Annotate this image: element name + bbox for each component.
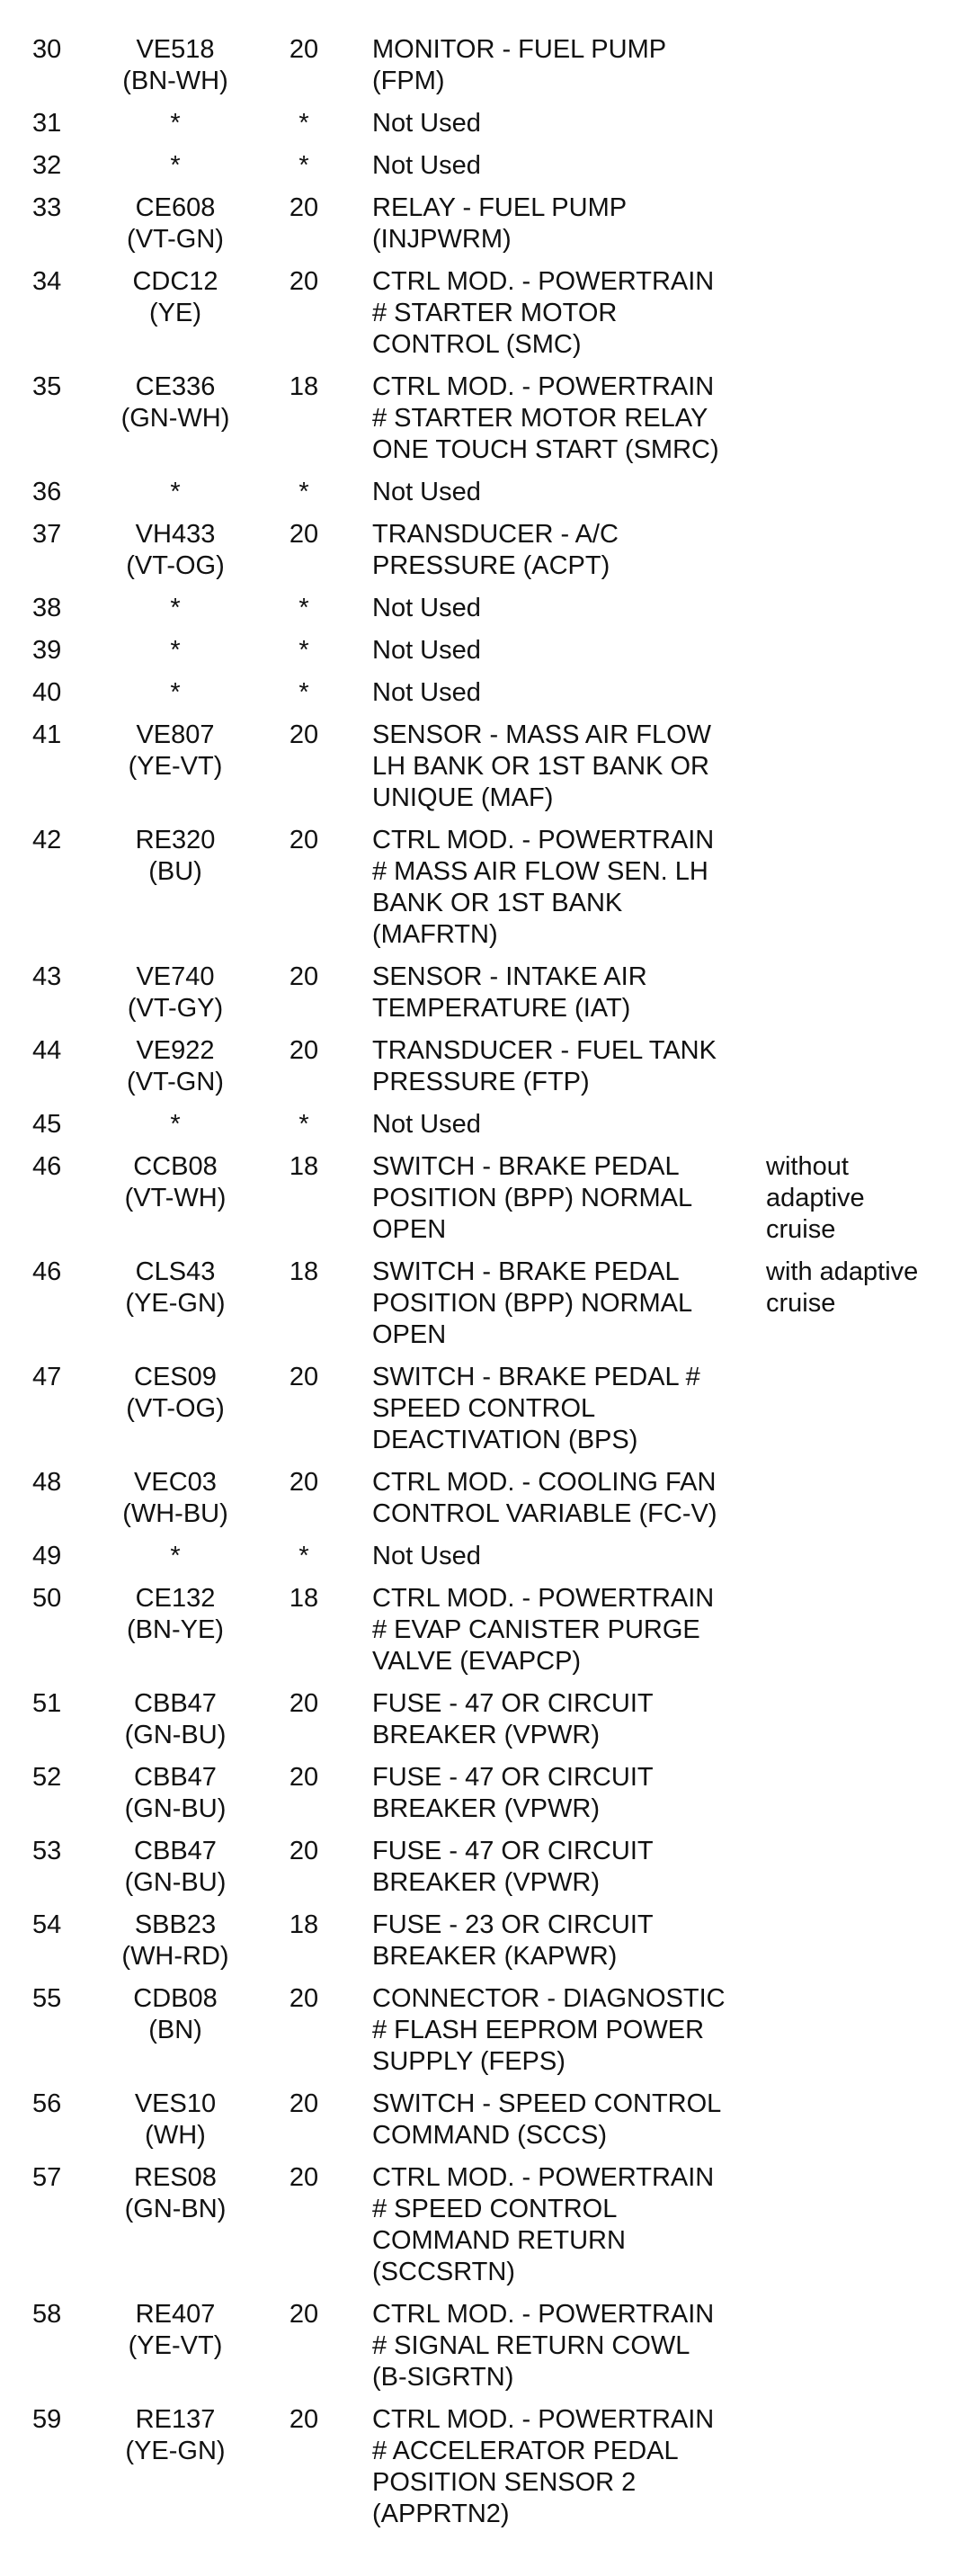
table-row: [0, 1151, 953, 1257]
table-row: [0, 34, 953, 108]
circuit-description: SWITCH - BRAKE PEDAL POSITION (BPP) NORMAL OPEN: [372, 1152, 693, 1244]
wire-gauge: 18: [289, 1910, 319, 1939]
wire-gauge: *: [298, 636, 309, 665]
pin-number: 44: [32, 1036, 62, 1065]
pin-number: 59: [32, 2405, 62, 2434]
circuit-description: FUSE - 47 OR CIRCUIT BREAKER (VPWR): [372, 1689, 654, 1749]
wire-gauge: 18: [289, 1584, 319, 1613]
circuit-description: Not Used: [372, 151, 481, 180]
pin-number: 55: [32, 1984, 62, 2013]
pin-number: 42: [32, 826, 62, 854]
circuit-code: CE336 (GN-WH): [120, 372, 230, 433]
circuit-description: Not Used: [372, 109, 481, 138]
wire-gauge: 20: [289, 1689, 319, 1718]
circuit-code: *: [170, 151, 181, 180]
table-row: [0, 1362, 953, 1467]
circuit-code: *: [170, 1110, 181, 1139]
pin-number: 43: [32, 962, 62, 991]
circuit-note: without adaptive cruise: [766, 1152, 865, 1244]
pin-number: 56: [32, 2089, 62, 2118]
circuit-code: CDC12 (YE): [132, 267, 218, 327]
table-row: [0, 2162, 953, 2299]
circuit-code: VES10 (WH): [134, 2089, 217, 2150]
pin-number: 30: [32, 35, 62, 64]
wire-gauge: 18: [289, 1152, 319, 1181]
table-row: [0, 1257, 953, 1362]
wire-gauge: 20: [289, 1763, 319, 1792]
circuit-code: CLS43 (YE-GN): [125, 1257, 226, 1318]
circuit-description: RELAY - FUEL PUMP (INJPWRM): [372, 193, 628, 254]
wire-gauge: *: [298, 678, 309, 707]
wire-gauge: 18: [289, 372, 319, 401]
wire-gauge: 20: [289, 2405, 319, 2434]
circuit-code: CE608 (VT-GN): [127, 193, 224, 254]
pin-number: 57: [32, 2163, 62, 2192]
pin-number: 46: [32, 1257, 62, 1286]
circuit-description: Not Used: [372, 636, 481, 665]
circuit-code: CE132 (BN-YE): [127, 1584, 224, 1644]
circuit-code: CDB08 (BN): [133, 1984, 218, 2044]
table-row: [0, 593, 953, 635]
table-row: [0, 2299, 953, 2404]
wire-gauge: *: [298, 109, 309, 138]
circuit-description: SENSOR - MASS AIR FLOW LH BANK OR 1ST BANK OR UNIQUE (MAF): [372, 720, 712, 812]
wire-gauge: 20: [289, 2300, 319, 2329]
circuit-code: VH433 (VT-OG): [126, 520, 225, 580]
table-row: [0, 1467, 953, 1541]
circuit-description: CTRL MOD. - POWERTRAIN # STARTER MOTOR CONTROL (SMC): [372, 267, 715, 359]
pin-number: 32: [32, 151, 62, 180]
circuit-code: VE807 (YE-VT): [128, 720, 223, 781]
wire-gauge: 20: [289, 1468, 319, 1497]
pin-number: 51: [32, 1689, 62, 1718]
wire-gauge: 20: [289, 520, 319, 549]
table-row: [0, 1762, 953, 1836]
circuit-code: RES08 (GN-BN): [124, 2163, 227, 2223]
circuit-description: MONITOR - FUEL PUMP (FPM): [372, 35, 667, 95]
table-row: [0, 1583, 953, 1688]
table-row: [0, 1035, 953, 1109]
circuit-code: RE407 (YE-VT): [128, 2300, 223, 2360]
wire-gauge: 20: [289, 720, 319, 749]
circuit-code: CBB47 (GN-BU): [124, 1763, 227, 1823]
circuit-code: *: [170, 478, 181, 506]
table-row: [0, 192, 953, 266]
wire-gauge: 20: [289, 2089, 319, 2118]
pin-number: 58: [32, 2300, 62, 2329]
table-row: [0, 519, 953, 593]
table-row: [0, 1541, 953, 1583]
circuit-description: CTRL MOD. - POWERTRAIN # SPEED CONTROL COMMAND RETURN (SCCSRTN): [372, 2163, 715, 2286]
wire-gauge: 20: [289, 267, 319, 296]
wire-gauge: *: [298, 1110, 309, 1139]
circuit-code: VEC03 (WH-BU): [122, 1468, 228, 1528]
circuit-code: VE518 (BN-WH): [122, 35, 228, 95]
table-row: [0, 371, 953, 477]
circuit-description: FUSE - 47 OR CIRCUIT BREAKER (VPWR): [372, 1837, 654, 1897]
circuit-description: CTRL MOD. - POWERTRAIN # STARTER MOTOR RELAY ONE TOUCH START (SMRC): [372, 372, 719, 464]
table-row: [0, 1109, 953, 1151]
wire-gauge: 20: [289, 193, 319, 222]
pin-number: 39: [32, 636, 62, 665]
pin-number: 45: [32, 1110, 62, 1139]
pin-number: 36: [32, 478, 62, 506]
table-row: [0, 962, 953, 1035]
circuit-description: SWITCH - SPEED CONTROL COMMAND (SCCS): [372, 2089, 722, 2150]
pin-number: 38: [32, 594, 62, 622]
wire-gauge: 20: [289, 1363, 319, 1391]
circuit-code: RE137 (YE-GN): [125, 2405, 226, 2465]
table-row: [0, 2404, 953, 2541]
table-row: [0, 635, 953, 677]
pin-number: 37: [32, 520, 62, 549]
circuit-description: SWITCH - BRAKE PEDAL # SPEED CONTROL DEACTIVATION (BPS): [372, 1363, 700, 1454]
circuit-description: Not Used: [372, 478, 481, 506]
wire-gauge: *: [298, 1542, 309, 1570]
wire-gauge: 18: [289, 1257, 319, 1286]
circuit-description: Not Used: [372, 594, 481, 622]
table-row: [0, 1688, 953, 1762]
circuit-description: CTRL MOD. - COOLING FAN CONTROL VARIABLE (FC-V): [372, 1468, 717, 1528]
circuit-description: Not Used: [372, 1542, 481, 1570]
circuit-description: FUSE - 47 OR CIRCUIT BREAKER (VPWR): [372, 1763, 654, 1823]
table-row: [0, 150, 953, 192]
wire-gauge: 20: [289, 1837, 319, 1865]
circuit-description: FUSE - 23 OR CIRCUIT BREAKER (KAPWR): [372, 1910, 654, 1971]
circuit-code: *: [170, 678, 181, 707]
circuit-description: CTRL MOD. - POWERTRAIN # EVAP CANISTER PURGE VALVE (EVAPCP): [372, 1584, 715, 1676]
pin-number: 40: [32, 678, 62, 707]
wire-gauge: 20: [289, 826, 319, 854]
circuit-code: CES09 (VT-OG): [126, 1363, 225, 1423]
circuit-note: with adaptive cruise: [766, 1257, 919, 1318]
table-row: [0, 825, 953, 962]
circuit-description: CTRL MOD. - POWERTRAIN # MASS AIR FLOW SEN. LH BANK OR 1ST BANK (MAFRTN): [372, 826, 715, 949]
circuit-description: Not Used: [372, 678, 481, 707]
circuit-description: CTRL MOD. - POWERTRAIN # SIGNAL RETURN COWL (B-SIGRTN): [372, 2300, 715, 2392]
table-row: [0, 477, 953, 519]
circuit-code: VE740 (VT-GY): [127, 962, 224, 1023]
circuit-code: CBB47 (GN-BU): [124, 1837, 227, 1897]
table-row: [0, 1836, 953, 1910]
circuit-description: Not Used: [372, 1110, 481, 1139]
circuit-description: TRANSDUCER - FUEL TANK PRESSURE (FTP): [372, 1036, 717, 1096]
circuit-code: *: [170, 636, 181, 665]
table-row: [0, 108, 953, 150]
wire-gauge: 20: [289, 2163, 319, 2192]
wire-gauge: *: [298, 478, 309, 506]
wire-gauge: 20: [289, 962, 319, 991]
circuit-description: SWITCH - BRAKE PEDAL POSITION (BPP) NORMAL OPEN: [372, 1257, 693, 1349]
pin-number: 52: [32, 1763, 62, 1792]
circuit-code: RE320 (BU): [135, 826, 216, 886]
wire-gauge: *: [298, 151, 309, 180]
pin-number: 35: [32, 372, 62, 401]
wire-gauge: *: [298, 594, 309, 622]
table-row: [0, 1910, 953, 1983]
pin-number: 33: [32, 193, 62, 222]
pin-number: 53: [32, 1837, 62, 1865]
circuit-description: SENSOR - INTAKE AIR TEMPERATURE (IAT): [372, 962, 647, 1023]
wire-gauge: 20: [289, 1036, 319, 1065]
wire-gauge: 20: [289, 35, 319, 64]
circuit-description: TRANSDUCER - A/C PRESSURE (ACPT): [372, 520, 619, 580]
circuit-code: CBB47 (GN-BU): [124, 1689, 227, 1749]
circuit-description: CONNECTOR - DIAGNOSTIC # FLASH EEPROM POWER SUPPLY (FEPS): [372, 1984, 726, 2076]
circuit-code: VE922 (VT-GN): [127, 1036, 224, 1096]
table-row: [0, 1983, 953, 2089]
circuit-description: CTRL MOD. - POWERTRAIN # ACCELERATOR PEDAL POSITION SENSOR 2 (APPRTN2): [372, 2405, 715, 2528]
circuit-code: *: [170, 109, 181, 138]
pin-number: 34: [32, 267, 62, 296]
circuit-code: *: [170, 1542, 181, 1570]
pin-number: 49: [32, 1542, 62, 1570]
pin-number: 41: [32, 720, 62, 749]
pin-number: 50: [32, 1584, 62, 1613]
circuit-code: *: [170, 594, 181, 622]
pin-number: 48: [32, 1468, 62, 1497]
pin-number: 46: [32, 1152, 62, 1181]
wire-gauge: 20: [289, 1984, 319, 2013]
circuit-code: CCB08 (VT-WH): [124, 1152, 227, 1212]
pin-number: 31: [32, 109, 62, 138]
table-row: [0, 720, 953, 825]
pin-number: 47: [32, 1363, 62, 1391]
table-row: [0, 677, 953, 720]
circuit-code: SBB23 (WH-RD): [121, 1910, 229, 1971]
table-row: [0, 2089, 953, 2162]
table-row: [0, 266, 953, 371]
pin-number: 54: [32, 1910, 62, 1939]
